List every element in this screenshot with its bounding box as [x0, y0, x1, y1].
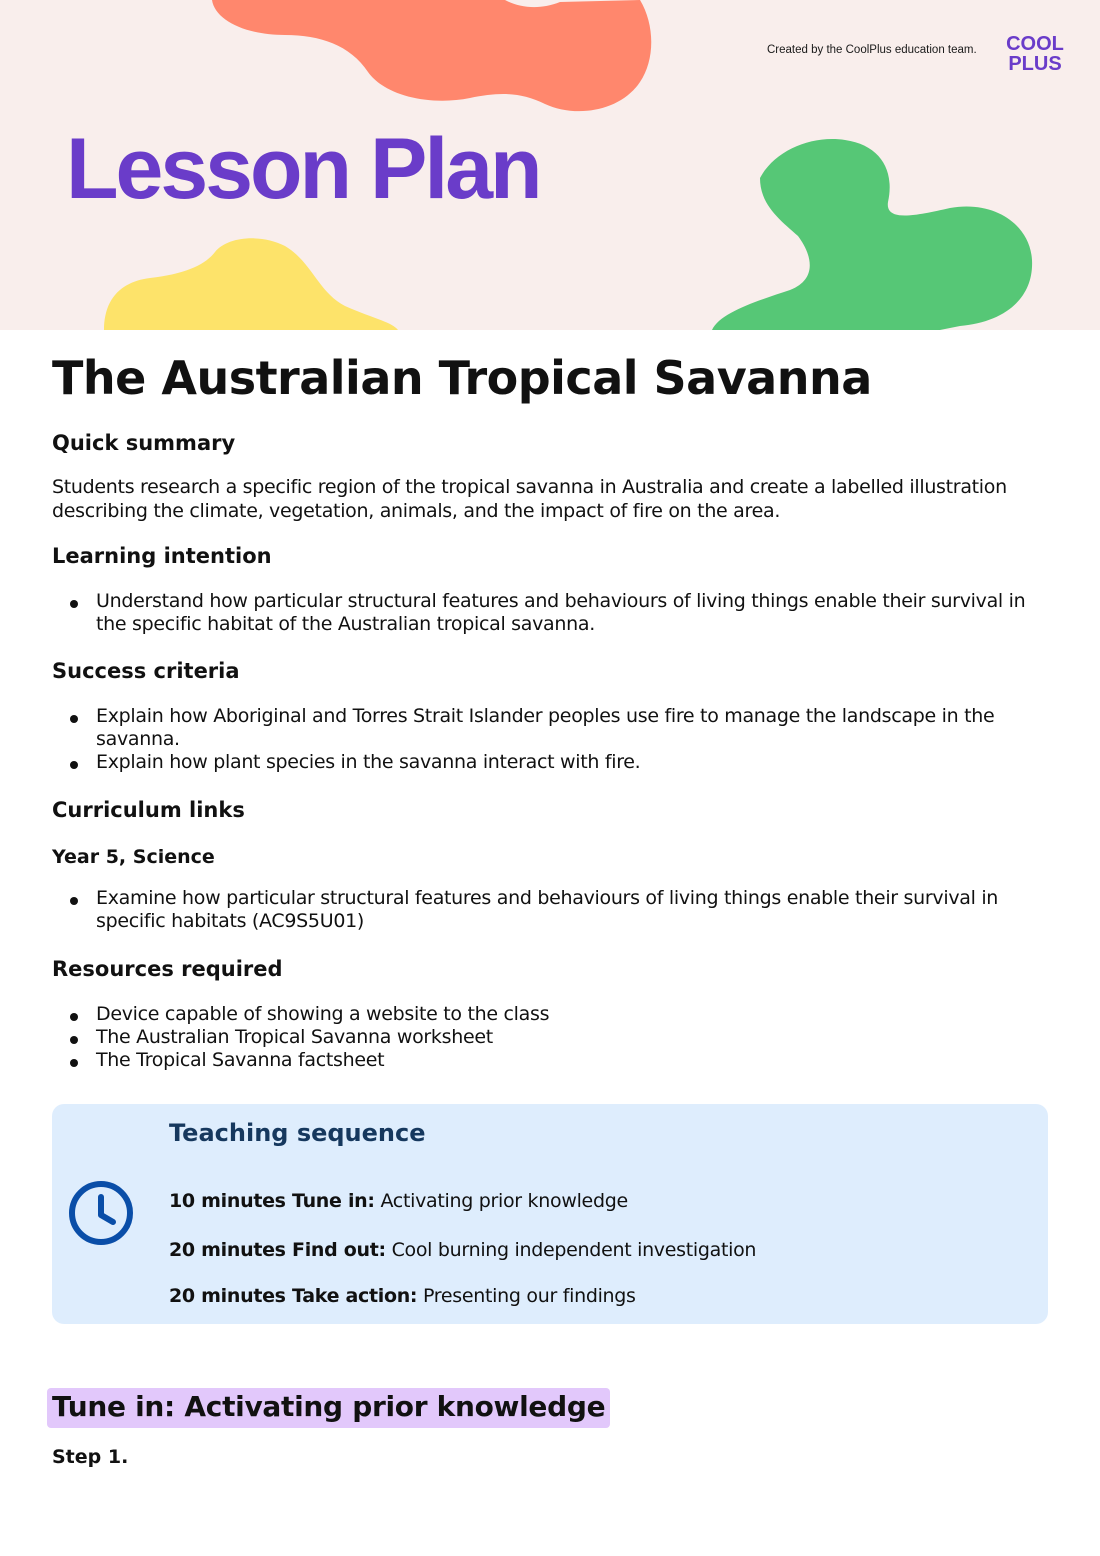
- learning-intention-heading: Learning intention: [52, 544, 272, 568]
- lesson-content: [52, 350, 1052, 1072]
- hero-title: Lesson Plan: [66, 121, 540, 217]
- list-item: Explain how plant species in the savanna interact with fire.: [52, 751, 1052, 774]
- sequence-item-label: 20 minutes Find out:: [169, 1239, 386, 1261]
- sequence-item-label: 10 minutes Tune in:: [169, 1190, 375, 1212]
- step-label: Step 1.: [52, 1446, 129, 1468]
- list-item: The Tropical Savanna factsheet: [52, 1049, 1052, 1072]
- teaching-sequence-box: [52, 1104, 1048, 1324]
- curriculum-links-list: [52, 887, 1052, 933]
- sequence-item-text: Activating prior knowledge: [380, 1190, 628, 1212]
- quick-summary-text: Students research a specific region of the tropical savanna in Australia and create a labelled illustration describing the climate, vegetation, animals, and the impact of fire on the area.: [52, 476, 1007, 522]
- success-criteria-list: [52, 705, 1052, 774]
- sequence-item-find-out: [169, 1239, 756, 1261]
- sequence-item-tune-in: [169, 1190, 628, 1212]
- learning-intention-list: [52, 590, 1052, 636]
- list-item: Understand how particular structural features and behaviours of living things enable their survival in the specific habitat of the Australian tropical savanna.: [52, 590, 1052, 636]
- coolplus-logo: [1004, 32, 1066, 72]
- tune-in-heading: Tune in: Activating prior knowledge: [47, 1388, 610, 1428]
- document-title: The Australian Tropical Savanna: [52, 351, 872, 405]
- quick-summary-heading: Quick summary: [52, 431, 236, 455]
- sequence-item-text: Presenting our findings: [422, 1285, 636, 1307]
- hero-banner: [0, 0, 1100, 330]
- orange-blob: [212, 0, 651, 111]
- sequence-item-text: Cool burning independent investigation: [391, 1239, 757, 1261]
- credit-text: Created by the CoolPlus education team.: [767, 44, 977, 56]
- list-item: The Australian Tropical Savanna worksheet: [52, 1026, 1052, 1049]
- resources-list: [52, 1003, 1052, 1072]
- logo-line-cool: COOL: [1006, 33, 1064, 55]
- curriculum-year-subheading: Year 5, Science: [52, 846, 215, 868]
- list-item: Explain how Aboriginal and Torres Strait Islander peoples use fire to manage the landscape in the savanna.: [52, 705, 1052, 751]
- resources-heading: Resources required: [52, 957, 283, 981]
- clock-icon: [67, 1179, 135, 1247]
- list-item: Device capable of showing a website to the class: [52, 1003, 1052, 1026]
- teaching-sequence-title: Teaching sequence: [169, 1119, 426, 1147]
- green-blob: [712, 139, 1032, 330]
- success-criteria-heading: Success criteria: [52, 659, 240, 683]
- yellow-blob: [104, 238, 398, 330]
- sequence-item-take-action: [169, 1285, 636, 1307]
- curriculum-links-heading: Curriculum links: [52, 798, 245, 822]
- logo-line-plus: PLUS: [1008, 53, 1062, 72]
- list-item: Examine how particular structural features and behaviours of living things enable their survival in specific habitats (AC9S5U01): [52, 887, 1052, 933]
- sequence-item-label: 20 minutes Take action:: [169, 1285, 418, 1307]
